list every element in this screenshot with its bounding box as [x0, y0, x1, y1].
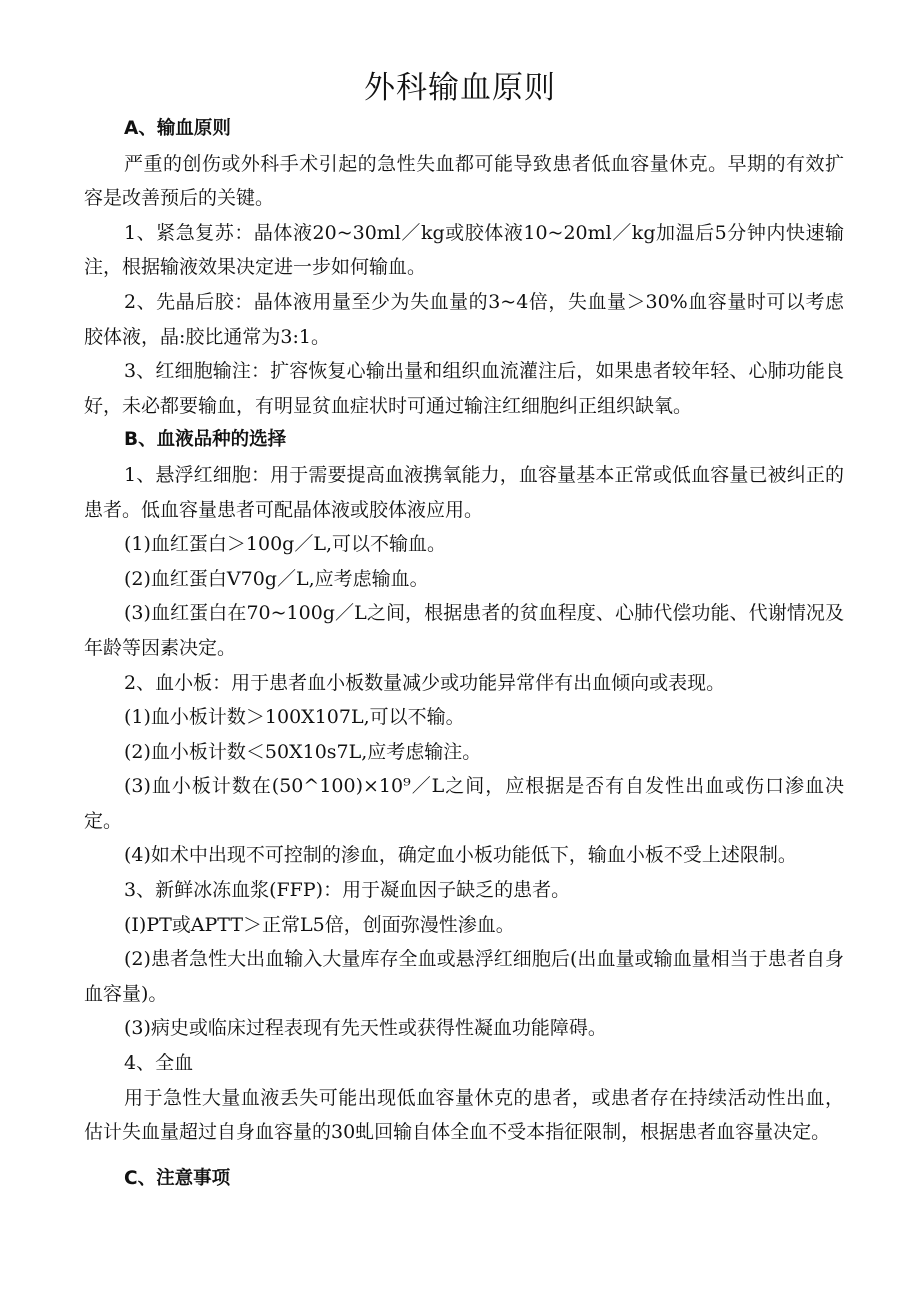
- paragraph: 用于急性大量血液丢失可能出现低血容量休克的患者，或患者存在持续活动性出血，估计失血量超过自身血容量的30虬回输自体全血不受本指征限制，根据患者血容量决定。: [84, 1086, 844, 1144]
- section-heading-c: C、注意事项: [124, 1167, 231, 1189]
- document-title: 外科输血原则: [364, 70, 556, 106]
- paragraph: (2)患者急性大出血输入大量库存全血或悬浮红细胞后(出血量或输血量相当于患者自身血容量)。: [84, 948, 844, 1005]
- paragraph: (4)如术中出现不可控制的渗血，确定血小板功能低下，输血小板不受上述限制。: [124, 844, 797, 867]
- paragraph: (3)血红蛋白在70~100g／L之间，根据患者的贫血程度、心肺代偿功能、代谢情况及年龄等因素决定。: [84, 602, 844, 659]
- paragraph: 1、紧急复苏：晶体液20~30ml／kg或胶体液10~20ml／kg加温后5分钟内快速输注，根据输液效果决定进一步如何输血。: [84, 221, 844, 279]
- paragraph: (2)血小板计数＜50X10s7L,应考虑输注。: [124, 740, 482, 763]
- spacer: [84, 1150, 844, 1162]
- paragraph: (1)血小板计数＞100X107L,可以不输。: [124, 706, 465, 729]
- paragraph: (I)PT或APTT＞正常L5倍，创面弥漫性渗血。: [124, 913, 515, 936]
- paragraph: 4、全血: [124, 1052, 194, 1075]
- paragraph: 3、新鲜冰冻血浆(FFP)：用于凝血因子缺乏的患者。: [124, 879, 571, 902]
- paragraph: 严重的创伤或外科手术引起的急性失血都可能导致患者低血容量休克。早期的有效扩容是改善预后的关键。: [84, 152, 844, 210]
- paragraph: (2)血红蛋白V70g／L,应考虑输血。: [124, 567, 429, 590]
- paragraph: (3)病史或临床过程表现有先天性或获得性凝血功能障碍。: [124, 1017, 607, 1040]
- paragraph: (1)血红蛋白＞100g／L,可以不输血。: [124, 533, 446, 556]
- paragraph: 2、先晶后胶：晶体液用量至少为失血量的3~4倍，失血量＞30%血容量时可以考虑胶体液，晶:胶比通常为3:1。: [84, 290, 844, 348]
- document-body: [84, 112, 844, 1196]
- section-heading-a: A、输血原则: [124, 118, 231, 139]
- section-heading-b: B、血液品种的选择: [124, 429, 287, 451]
- paragraph: 2、血小板：用于患者血小板数量减少或功能异常伴有出血倾向或表现。: [124, 671, 726, 694]
- paragraph: 1、悬浮红细胞：用于需要提高血液携氧能力，血容量基本正常或低血容量已被纠正的患者。低血容量患者可配晶体液或胶体液应用。: [84, 463, 844, 521]
- paragraph: (3)血小板计数在(50^100)×10⁹／L之间，应根据是否有自发性出血或伤口渗血决定。: [84, 775, 844, 832]
- paragraph: 3、红细胞输注：扩容恢复心输出量和组织血流灌注后，如果患者较年轻、心肺功能良好，未必都要输血，有明显贫血症状时可通过输注红细胞纠正组织缺氧。: [84, 360, 844, 417]
